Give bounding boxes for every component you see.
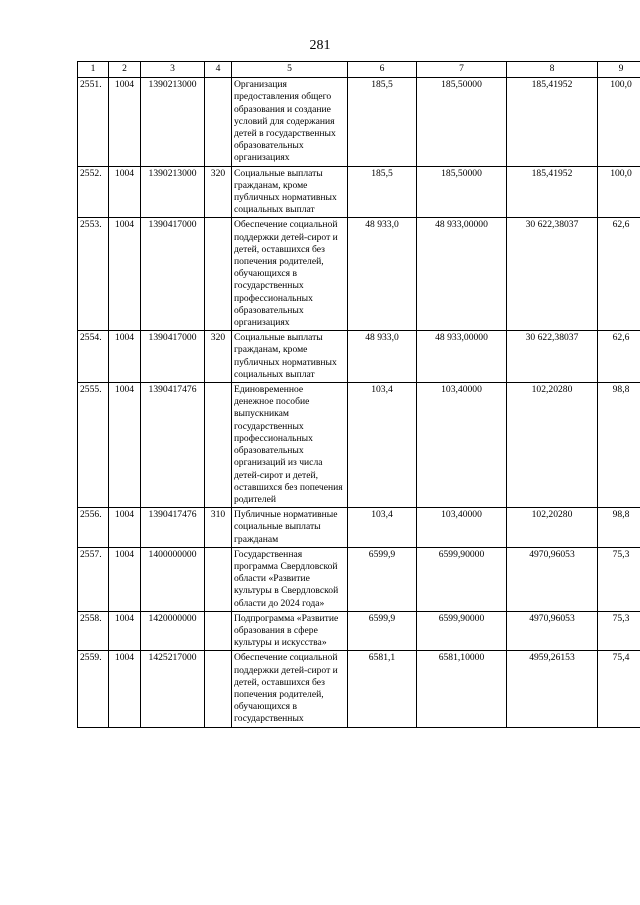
name-cell: Социальные выплаты гражданам, кроме публичных нормативных социальных выплат	[232, 331, 348, 383]
header-cell: 2	[109, 62, 141, 78]
name-cell: Единовременное денежное пособие выпускникам государственных профессиональных образовательных организаций из числа детей-сирот и детей, оставшихся без попечения родителей	[232, 383, 348, 508]
percent-cell: 62,6	[598, 218, 640, 331]
row-number-cell: 2559.	[78, 651, 109, 727]
section-code-cell: 1004	[109, 331, 141, 383]
section-code-cell: 1004	[109, 78, 141, 166]
header-cell: 5	[232, 62, 348, 78]
expense-type-cell: 320	[205, 166, 232, 218]
planned-amount-cell: 185,5	[348, 166, 417, 218]
target-code-cell: 1390417000	[141, 218, 205, 331]
row-number-cell: 2555.	[78, 383, 109, 508]
expense-type-cell	[205, 611, 232, 651]
header-cell: 7	[417, 62, 507, 78]
row-number-cell: 2558.	[78, 611, 109, 651]
percent-cell: 75,3	[598, 547, 640, 611]
approved-amount-cell: 185,50000	[417, 78, 507, 166]
expense-type-cell: 320	[205, 331, 232, 383]
table-row	[78, 166, 640, 218]
approved-amount-cell: 6581,10000	[417, 651, 507, 727]
approved-amount-cell: 103,40000	[417, 383, 507, 508]
table-row	[78, 218, 640, 331]
table-row	[78, 508, 640, 548]
expense-type-cell	[205, 547, 232, 611]
executed-amount-cell: 30 622,38037	[507, 331, 598, 383]
expense-type-cell: 310	[205, 508, 232, 548]
percent-cell: 75,3	[598, 611, 640, 651]
approved-amount-cell: 103,40000	[417, 508, 507, 548]
executed-amount-cell: 4970,96053	[507, 547, 598, 611]
executed-amount-cell: 30 622,38037	[507, 218, 598, 331]
target-code-cell: 1420000000	[141, 611, 205, 651]
approved-amount-cell: 185,50000	[417, 166, 507, 218]
name-cell: Обеспечение социальной поддержки детей-сирот и детей, оставшихся без попечения родителей, обучающихся в государственных профессиональных образовательных организациях	[232, 218, 348, 331]
target-code-cell: 1390213000	[141, 166, 205, 218]
expense-type-cell	[205, 78, 232, 166]
target-code-cell: 1390417476	[141, 383, 205, 508]
percent-cell: 98,8	[598, 383, 640, 508]
table-row	[78, 611, 640, 651]
table-row	[78, 331, 640, 383]
name-cell: Социальные выплаты гражданам, кроме публичных нормативных социальных выплат	[232, 166, 348, 218]
name-cell: Организация предоставления общего образования и создание условий для содержания детей в государственных образовательных организациях	[232, 78, 348, 166]
row-number-cell: 2556.	[78, 508, 109, 548]
executed-amount-cell: 102,20280	[507, 508, 598, 548]
section-code-cell: 1004	[109, 611, 141, 651]
approved-amount-cell: 48 933,00000	[417, 331, 507, 383]
section-code-cell: 1004	[109, 166, 141, 218]
target-code-cell: 1400000000	[141, 547, 205, 611]
percent-cell: 62,6	[598, 331, 640, 383]
header-cell: 6	[348, 62, 417, 78]
planned-amount-cell: 185,5	[348, 78, 417, 166]
percent-cell: 98,8	[598, 508, 640, 548]
approved-amount-cell: 6599,90000	[417, 547, 507, 611]
approved-amount-cell: 6599,90000	[417, 611, 507, 651]
expense-type-cell	[205, 383, 232, 508]
header-cell: 4	[205, 62, 232, 78]
name-cell: Обеспечение социальной поддержки детей-сирот и детей, оставшихся без попечения родителей, обучающихся в государственных	[232, 651, 348, 727]
executed-amount-cell: 102,20280	[507, 383, 598, 508]
row-number-cell: 2557.	[78, 547, 109, 611]
name-cell: Публичные нормативные социальные выплаты гражданам	[232, 508, 348, 548]
executed-amount-cell: 185,41952	[507, 166, 598, 218]
percent-cell: 100,0	[598, 166, 640, 218]
approved-amount-cell: 48 933,00000	[417, 218, 507, 331]
table-header-row	[78, 62, 640, 78]
planned-amount-cell: 48 933,0	[348, 218, 417, 331]
target-code-cell: 1390417476	[141, 508, 205, 548]
header-cell: 3	[141, 62, 205, 78]
name-cell: Подпрограмма «Развитие образования в сфере культуры и искусства»	[232, 611, 348, 651]
budget-table	[77, 61, 640, 728]
percent-cell: 100,0	[598, 78, 640, 166]
planned-amount-cell: 6599,9	[348, 547, 417, 611]
header-cell: 8	[507, 62, 598, 78]
row-number-cell: 2552.	[78, 166, 109, 218]
row-number-cell: 2551.	[78, 78, 109, 166]
planned-amount-cell: 6581,1	[348, 651, 417, 727]
header-cell: 1	[78, 62, 109, 78]
planned-amount-cell: 103,4	[348, 383, 417, 508]
page-number: 281	[309, 38, 331, 53]
table-row	[78, 78, 640, 166]
expense-type-cell	[205, 218, 232, 331]
executed-amount-cell: 185,41952	[507, 78, 598, 166]
section-code-cell: 1004	[109, 547, 141, 611]
percent-cell: 75,4	[598, 651, 640, 727]
planned-amount-cell: 6599,9	[348, 611, 417, 651]
name-cell: Государственная программа Свердловской области «Развитие культуры в Свердловской области до 2024 года»	[232, 547, 348, 611]
section-code-cell: 1004	[109, 218, 141, 331]
section-code-cell: 1004	[109, 508, 141, 548]
planned-amount-cell: 103,4	[348, 508, 417, 548]
expense-type-cell	[205, 651, 232, 727]
table-row	[78, 383, 640, 508]
planned-amount-cell: 48 933,0	[348, 331, 417, 383]
section-code-cell: 1004	[109, 383, 141, 508]
section-code-cell: 1004	[109, 651, 141, 727]
table-row	[78, 547, 640, 611]
executed-amount-cell: 4959,26153	[507, 651, 598, 727]
table-row	[78, 651, 640, 727]
target-code-cell: 1390417000	[141, 331, 205, 383]
row-number-cell: 2553.	[78, 218, 109, 331]
executed-amount-cell: 4970,96053	[507, 611, 598, 651]
row-number-cell: 2554.	[78, 331, 109, 383]
target-code-cell: 1390213000	[141, 78, 205, 166]
target-code-cell: 1425217000	[141, 651, 205, 727]
header-cell: 9	[598, 62, 640, 78]
